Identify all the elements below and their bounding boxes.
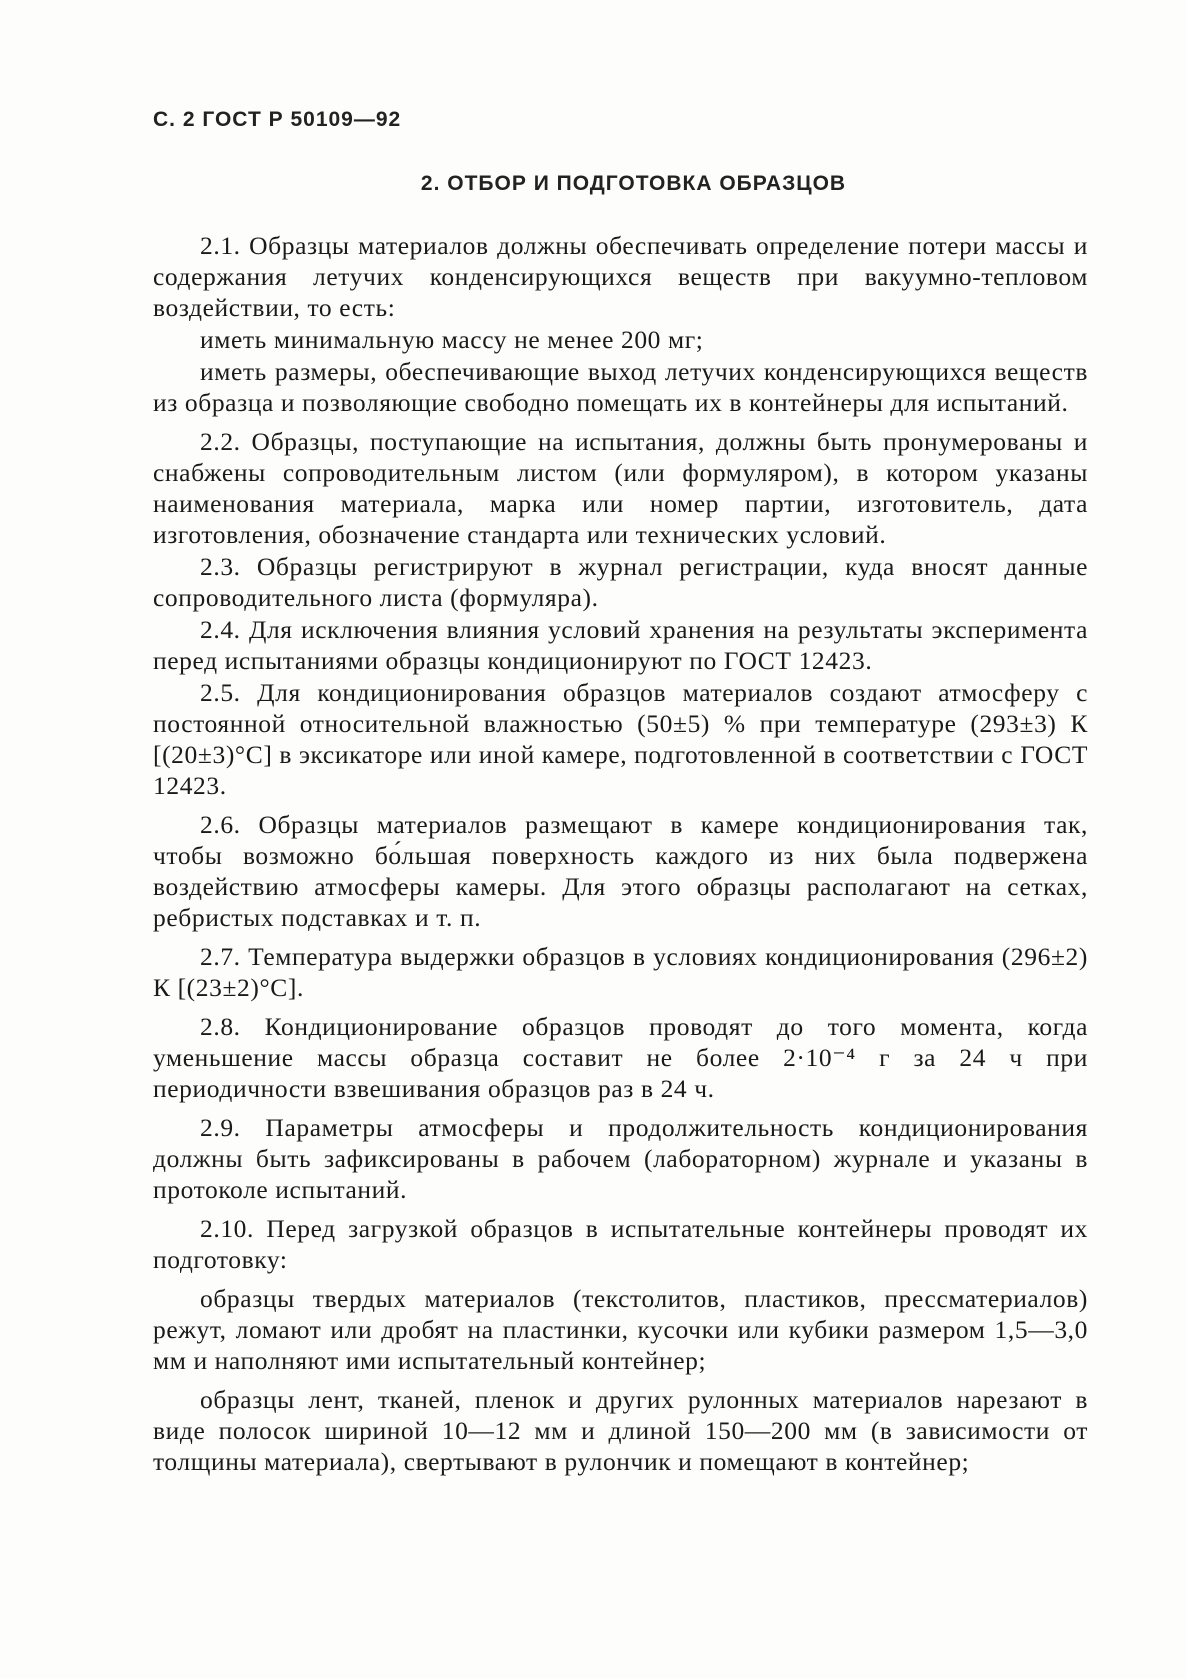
list-item-dimensions: иметь размеры, обеспечивающие выход летучих конденсирующихся веществ из образца и позволяющие свободно помещать их в контейнеры для испытаний. <box>153 357 1088 417</box>
document-body <box>153 222 1088 1477</box>
paragraph-2-4: 2.4. Для исключения влияния условий хранения на результаты эксперимента перед испытаниями образцы кондиционируют по ГОСТ 12423. <box>153 615 1088 675</box>
paragraph-2-10: 2.10. Перед загрузкой образцов в испытательные контейнеры проводят их подготовку: <box>153 1214 1088 1274</box>
paragraph-2-2: 2.2. Образцы, поступающие на испытания, должны быть пронумерованы и снабжены сопроводительным листом (или формуляром), в котором указаны наименования материала, марка или номер партии, изготовитель, дата изготовления, обозначение стандарта или технических условий. <box>153 427 1088 549</box>
paragraph-2-3: 2.3. Образцы регистрируют в журнал регистрации, куда вносят данные сопроводительного листа (формуляра). <box>153 552 1088 612</box>
paragraph-2-7: 2.7. Температура выдержки образцов в условиях кондиционирования (296±2) К [(23±2)°С]. <box>153 942 1088 1002</box>
paragraph-2-1: 2.1. Образцы материалов должны обеспечивать определение потери массы и содержания летучих конденсирующихся веществ при вакуумно-тепловом воздействии, то есть: <box>153 231 1088 322</box>
paragraph-2-8: 2.8. Кондиционирование образцов проводят до того момента, когда уменьшение массы образца составит не более 2·10⁻⁴ г за 24 ч при периодичности взвешивания образцов раз в 24 ч. <box>153 1012 1088 1103</box>
list-item-roll-materials: образцы лент, тканей, пленок и других рулонных материалов нарезают в виде полосок шириной 10—12 мм и длиной 150—200 мм (в зависимости от толщины материала), свертывают в рулончик и помещают в контейнер; <box>153 1385 1088 1476</box>
paragraph-2-9: 2.9. Параметры атмосферы и продолжительность кондиционирования должны быть зафиксированы в рабочем (лабораторном) журнале и указаны в протоколе испытаний. <box>153 1113 1088 1204</box>
list-item-min-mass: иметь минимальную массу не менее 200 мг; <box>200 325 704 354</box>
section-title: 2. ОТБОР И ПОДГОТОВКА ОБРАЗЦОВ <box>420 172 847 195</box>
paragraph-2-6: 2.6. Образцы материалов размещают в камере кондиционирования так, чтобы возможно бо́льшая поверхность каждого из них была подвержена воздействию атмосферы камеры. Для этого образцы располагают на сетках, ребристых подставках и т. п. <box>153 810 1088 932</box>
paragraph-2-5: 2.5. Для кондиционирования образцов материалов создают атмосферу с постоянной относительной влажностью (50±5) % при температуре (293±3) К [(20±3)°С] в эксикаторе или иной камере, подготовленной в соответствии с ГОСТ 12423. <box>153 678 1089 800</box>
list-item-solid-materials: образцы твердых материалов (текстолитов, пластиков, прессматериалов) режут, ломают или дробят на пластинки, кусочки или кубики размером 1,5—3,0 мм и наполняют ими испытательный контейнер; <box>153 1284 1088 1375</box>
running-head: С. 2 ГОСТ Р 50109—92 <box>153 108 402 131</box>
